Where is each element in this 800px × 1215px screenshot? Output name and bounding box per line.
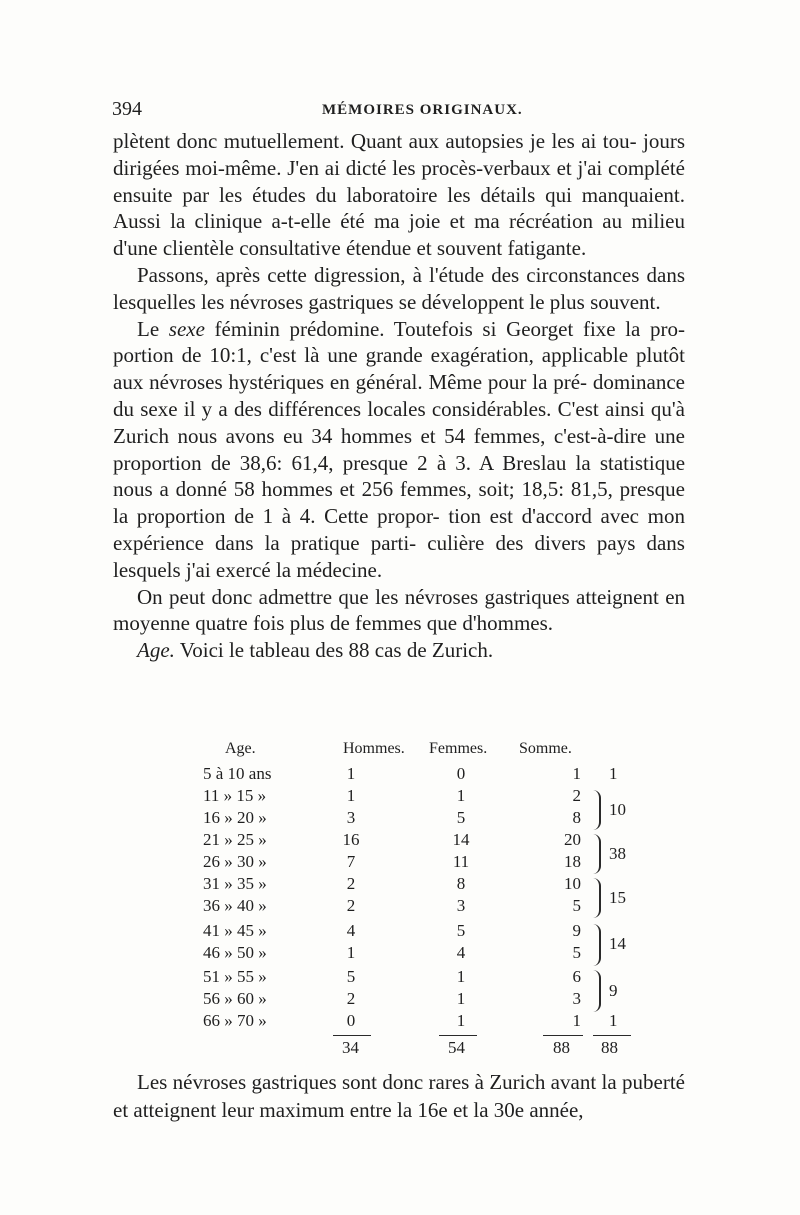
text-line: souvent. — [590, 289, 661, 314]
cell-age: 46 » 50 » — [203, 943, 267, 962]
total-hommes: 34 — [342, 1038, 359, 1057]
cell-age: 66 » 70 » — [203, 1011, 267, 1030]
text-line: féminin prédomine. Toutefois si Georget fixe la pro- — [204, 316, 685, 341]
bottom-text — [113, 1068, 685, 1124]
cell-femmes: 4 — [456, 943, 466, 962]
text-line: c'est-à-dire une proportion de 38,6: 61,4, presque 2 à 3. A — [113, 423, 685, 475]
cell-femmes: 1 — [456, 1011, 466, 1030]
age-table — [113, 740, 685, 1065]
text-line: Les névroses gastriques sont donc rares à Zurich avant la — [137, 1070, 617, 1094]
text-line: qui manquaient. Aussi la clinique a-t-elle été ma joie et ma — [113, 182, 685, 234]
brace-icon — [591, 790, 601, 830]
text-line: plètent donc mutuellement. Quant aux autopsies je les ai tou- — [113, 129, 637, 153]
total-femmes: 54 — [448, 1038, 465, 1057]
paragraph-digression — [113, 262, 685, 316]
cell-somme: 5 — [572, 943, 581, 962]
sum-line — [333, 1035, 371, 1036]
cell-hommes: 4 — [346, 921, 356, 940]
cell-hommes: 2 — [346, 896, 356, 915]
cell-femmes: 8 — [456, 874, 466, 893]
total-somme: 88 — [553, 1038, 570, 1057]
cell-hommes: 1 — [346, 764, 356, 783]
text-line: dans lesquelles les névroses gastriques se développent le plus — [113, 262, 685, 314]
cell-hommes: 16 — [342, 830, 360, 849]
italic-term-sexe: sexe — [168, 316, 205, 341]
paragraph-conclusion — [113, 584, 685, 638]
cell-somme: 1 — [572, 1011, 581, 1030]
text-line: puberté et atteignent leur maximum entre la 16e et la 30e année, — [113, 1070, 685, 1122]
cell-somme: 6 — [572, 967, 581, 986]
cell-age: 36 » 40 » — [203, 896, 267, 915]
cell-femmes: 14 — [452, 830, 470, 849]
cell-age: 41 » 45 » — [203, 921, 267, 940]
header-hommes: Hommes. — [343, 740, 405, 757]
cell-somme: 1 — [572, 764, 581, 783]
cell-hommes: 2 — [346, 874, 356, 893]
text-line: tion est d'accord avec mon expérience dans la pratique parti- — [113, 504, 685, 555]
header-age: Age. — [225, 740, 256, 757]
cell-hommes: 7 — [346, 852, 356, 871]
cell-hommes: 1 — [346, 943, 356, 962]
brace-icon — [591, 878, 601, 918]
cell-somme: 10 — [564, 874, 581, 893]
italic-term-age: Age. — [137, 638, 175, 663]
cell-age: 51 » 55 » — [203, 967, 267, 986]
brace-icon — [591, 834, 601, 874]
group-total: 15 — [609, 888, 626, 907]
text-line: culière des divers pays dans lesquels j'ai exercé la médecine. — [113, 530, 685, 582]
text-line: C'est ainsi qu'à Zurich nous avons eu 34 hommes et 54 femmes, — [113, 396, 685, 448]
cell-hommes: 1 — [346, 786, 356, 805]
cell-age: 56 » 60 » — [203, 989, 267, 1008]
cell-femmes: 1 — [456, 786, 466, 805]
cell-somme: 18 — [564, 852, 581, 871]
cell-femmes: 1 — [456, 967, 466, 986]
header-somme: Somme. — [519, 740, 572, 757]
text-line: On peut donc admettre que les névroses gastriques atteignent — [137, 584, 659, 609]
text-line: Passons, après cette digression, à l'étude des circonstances — [137, 262, 640, 287]
text-line: portion de 10:1, c'est là une grande exagération, applicable — [113, 343, 629, 368]
group-total: 1 — [609, 764, 618, 783]
text-line: Le — [137, 316, 169, 341]
page-header — [112, 96, 684, 126]
text-line: j'ai complété ensuite par les études du laboratoire les détails — [113, 155, 685, 207]
text-line: souvent fatigante. — [436, 236, 587, 261]
cell-femmes: 11 — [452, 852, 470, 871]
text-line: Breslau la statistique nous a donné 58 hommes et 256 femmes, — [113, 450, 686, 502]
brace-icon — [591, 970, 601, 1012]
table-row — [113, 1011, 685, 1035]
cell-femmes: 3 — [456, 896, 466, 915]
page-number: 394 — [112, 98, 142, 120]
text-line: dominance du sexe il y a des différences locales considérables. — [113, 370, 685, 421]
group-total: 10 — [609, 800, 626, 819]
group-total: 1 — [609, 1011, 618, 1030]
text-line: Voici le tableau des 88 cas de Zurich. — [174, 638, 494, 663]
paragraph-autopsies — [113, 128, 685, 262]
cell-hommes: 3 — [346, 808, 356, 827]
cell-age: 16 » 20 » — [203, 808, 267, 827]
cell-somme: 2 — [572, 786, 581, 805]
cell-femmes: 5 — [456, 921, 466, 940]
cell-hommes: 5 — [346, 967, 356, 986]
cell-age: 21 » 25 » — [203, 830, 267, 849]
sum-line — [543, 1035, 583, 1036]
cell-age: 26 » 30 » — [203, 852, 267, 871]
paragraph-age — [113, 637, 685, 664]
text-line: plutôt aux névroses hystériques en général. Même pour la pré- — [113, 343, 686, 395]
text-line: soit; 18,5: 81,5, presque la proportion de 1 à 4. Cette propor- — [113, 477, 685, 529]
text-line: en moyenne quatre fois plus de femmes que d'hommes. — [113, 584, 686, 636]
brace-icon — [591, 924, 601, 966]
cell-somme: 9 — [572, 921, 581, 940]
sum-line — [439, 1035, 477, 1036]
paragraph-sexe — [113, 316, 685, 584]
group-total: 9 — [609, 981, 618, 1000]
group-total: 14 — [609, 934, 626, 953]
cell-age: 11 » 15 » — [203, 786, 267, 805]
cell-femmes: 5 — [456, 808, 466, 827]
table-row — [113, 764, 685, 788]
cell-somme: 20 — [564, 830, 581, 849]
cell-hommes: 0 — [346, 1011, 356, 1030]
cell-somme: 3 — [572, 989, 581, 1008]
running-title: MÉMOIRES ORIGINAUX. — [322, 102, 523, 118]
text-line: récréation au milieu d'une clientèle consultative étendue et — [113, 209, 686, 261]
cell-age: 5 à 10 ans — [203, 764, 272, 783]
cell-age: 31 » 35 » — [203, 874, 267, 893]
text-line: jours dirigées moi-même. J'en ai dicté les procès-verbaux et — [113, 129, 685, 180]
body-text — [113, 128, 685, 664]
group-total: 38 — [609, 844, 626, 863]
cell-femmes: 1 — [456, 989, 466, 1008]
header-femmes: Femmes. — [429, 740, 488, 757]
cell-hommes: 2 — [346, 989, 356, 1008]
total-grand: 88 — [601, 1038, 618, 1057]
cell-somme: 8 — [572, 808, 581, 827]
cell-somme: 5 — [572, 896, 581, 915]
paragraph-puberte — [113, 1068, 685, 1124]
cell-femmes: 0 — [456, 764, 466, 783]
sum-line — [593, 1035, 631, 1036]
